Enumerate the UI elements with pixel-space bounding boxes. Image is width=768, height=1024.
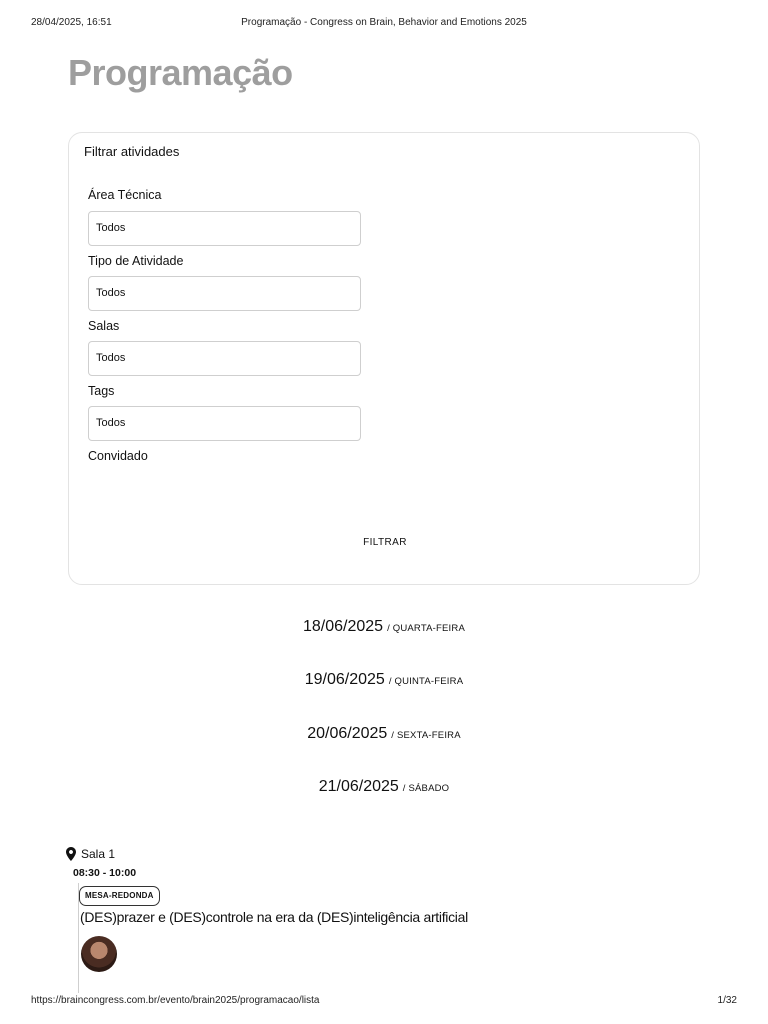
page-title: Programação (68, 52, 293, 93)
field-label-salas: Salas (88, 319, 120, 333)
date-tab-date: 19/06/2025 (304, 671, 385, 688)
print-datetime: 28/04/2025, 16:51 (31, 17, 112, 28)
field-label-tipo-atividade: Tipo de Atividade (88, 254, 184, 268)
field-label-convidado: Convidado (88, 449, 148, 463)
date-tab-weekday: / SÁBADO (402, 783, 450, 794)
date-tab-18-06[interactable] (0, 618, 768, 636)
filter-button[interactable]: FILTRAR (349, 532, 421, 552)
date-tab-20-06[interactable] (0, 725, 768, 743)
select-tipo-atividade[interactable]: Todos (88, 276, 361, 311)
select-salas[interactable]: Todos (88, 341, 361, 376)
print-document-title: Programação - Congress on Brain, Behavior and Emotions 2025 (241, 17, 527, 28)
print-page-indicator: 1/32 (717, 995, 737, 1006)
date-tab-date: 18/06/2025 (302, 618, 384, 635)
session-title[interactable]: (DES)prazer e (DES)controle na era da (DES)inteligência artificial (80, 909, 468, 925)
date-tab-19-06[interactable] (0, 671, 768, 689)
date-tab-21-06[interactable] (0, 778, 768, 796)
field-label-tags: Tags (88, 384, 115, 398)
select-area-tecnica[interactable]: Todos (88, 211, 361, 246)
field-label-area-tecnica: Área Técnica (88, 188, 162, 202)
session-type-badge: MESA-REDONDA (79, 886, 160, 906)
select-tags[interactable]: Todos (88, 406, 361, 441)
session-body (78, 883, 699, 993)
print-url: https://braincongress.com.br/evento/brain2025/programacao/lista (31, 995, 320, 1006)
date-tab-weekday: / QUARTA-FEIRA (387, 623, 465, 634)
filter-card-title: Filtrar atividades (84, 144, 180, 159)
filter-card (68, 132, 700, 585)
session-room-name: Sala 1 (81, 847, 116, 861)
date-tab-weekday: / QUINTA-FEIRA (388, 676, 464, 687)
map-pin-icon (66, 847, 76, 861)
date-tab-date: 20/06/2025 (307, 725, 388, 742)
session-time: 08:30 - 10:00 (73, 867, 137, 879)
speaker-avatar[interactable] (81, 936, 117, 972)
date-tab-weekday: / SEXTA-FEIRA (391, 730, 461, 741)
date-tab-date: 21/06/2025 (318, 778, 399, 795)
